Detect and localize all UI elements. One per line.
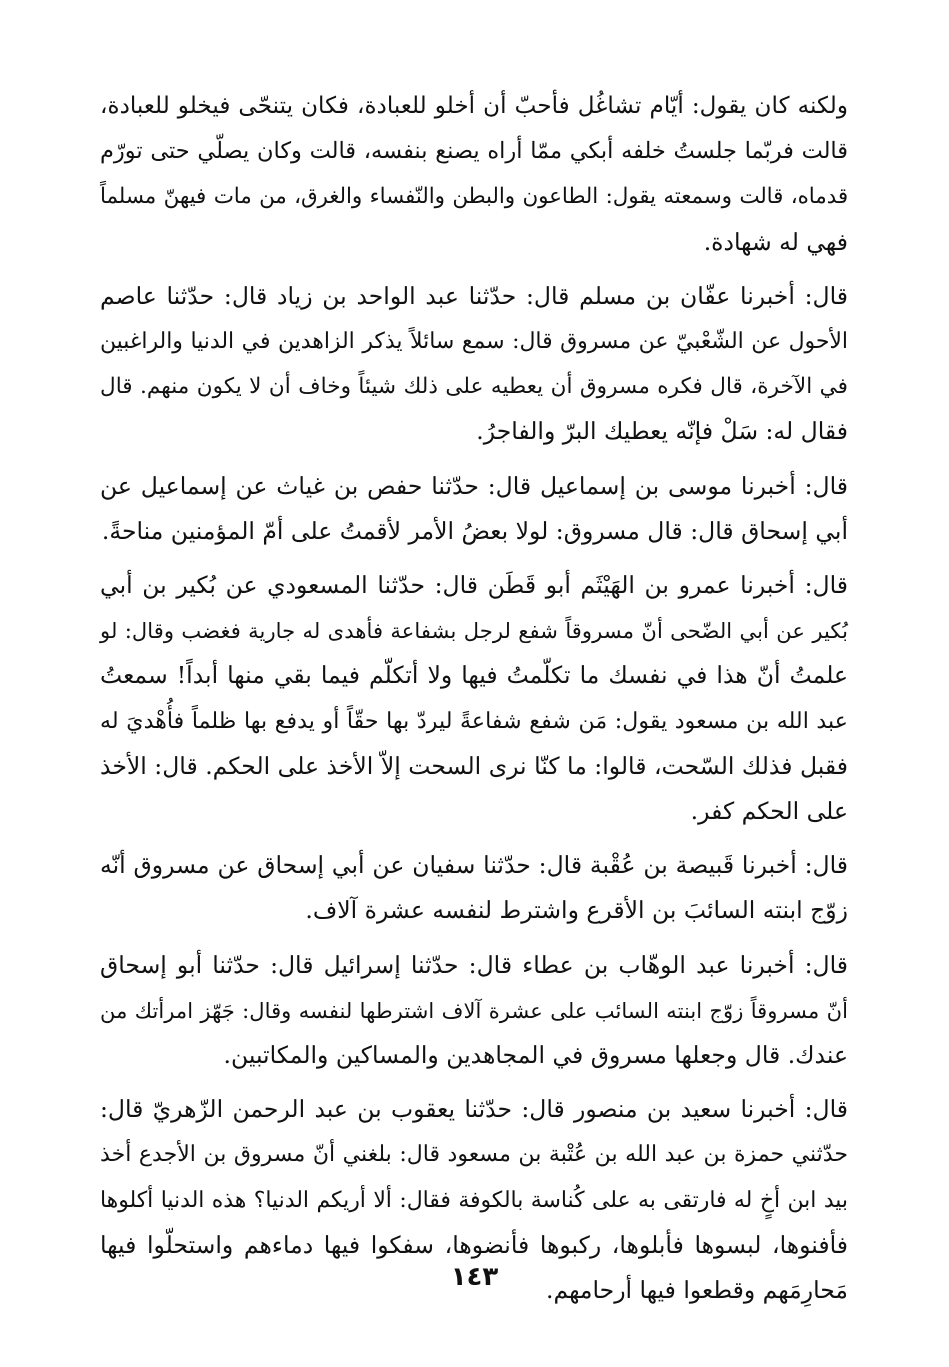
text-line: قال: أخبرنا عبد الوهّاب بن عطاء قال: حدّثنا إسرائيل قال: حدّثنا أبو إسحاق <box>100 950 848 979</box>
text-line: ولكنه كان يقول: أيّام تشاغُل فأحبّ أن أخلو للعبادة، فكان يتنحّى فيخلو للعبادة، <box>100 93 848 119</box>
text-line: قال: أخبرنا عفّان بن مسلم قال: حدّثنا عبد الواحد بن زياد قال: حدّثنا عاصم <box>100 281 848 310</box>
paragraph <box>100 274 848 455</box>
text-line: أبي إسحاق قال: قال مسروق: لولا بعضُ الأمر لأقمتُ على أمّ المؤمنين مناحةً. <box>101 516 848 545</box>
text-line: فهي له شهادة. <box>703 227 848 256</box>
text-line: بيد ابن أخٍ له فارتقى به على كُناسة بالكوفة فقال: ألا أريكم الدنيا؟ هذه الدنيا أكلوها <box>100 1187 848 1213</box>
text-line: قال: أخبرنا سعيد بن منصور قال: حدّثنا يعقوب بن عبد الرحمن الزّهريّ قال: <box>100 1095 848 1124</box>
paragraph <box>100 843 848 933</box>
text-line: أنّ مسروقاً زوّج ابنته السائب على عشرة آلاف اشترطها لنفسه وقال: جَهّز امرأتك من <box>100 997 848 1023</box>
text-line: قال: أخبرنا قَبيصة بن عُقْبة قال: حدّثنا سفيان عن أبي إسحاق عن مسروق أنّه <box>100 851 848 880</box>
text-line: فقبل فذلك السّحت، قالوا: ما كنّا نرى السحت إلاّ الأخذ على الحكم. قال: الأخذ <box>100 751 848 780</box>
text-line: قال: أخبرنا موسى بن إسماعيل قال: حدّثنا حفص بن غياث عن إسماعيل عن <box>100 471 848 500</box>
paragraph <box>100 464 848 554</box>
page-body-text <box>100 84 848 1322</box>
text-line: قالت فربّما جلستُ خلفه أبكي ممّا أراه يصنع بنفسه، قالت وكان يصلّي حتى تورّم <box>100 138 848 165</box>
text-line: علمتُ أنّ هذا في نفسك ما تكلّمتُ فيها ولا أتكلّم فيما بقي منها أبداً! سمعتُ <box>100 661 848 690</box>
paragraph <box>100 943 848 1079</box>
text-line: مَحارِمَهم وقطعوا فيها أرحامهم. <box>545 1276 848 1305</box>
text-line: فقال له: سَلْ فإنّه يعطيك البرّ والفاجرُ. <box>476 417 848 446</box>
text-line: قال: أخبرنا عمرو بن الهَيْثَم أبو قَطَن قال: حدّثنا المسعودي عن بُكير بن أبي <box>100 571 848 600</box>
paragraph <box>100 563 848 834</box>
text-line: على الحكم كفر. <box>690 797 848 826</box>
text-line: فأفنوها، لبسوها فأبلوها، ركبوها فأنضوها، سفكوا فيها دماءهم واستحلّوا فيها <box>100 1230 848 1259</box>
text-line: عبد الله بن مسعود يقول: مَن شفع شفاعةً ليردّ بها حقّاً أو يدفع بها ظلماً فأُهْديَ له <box>100 707 848 734</box>
text-line: حدّثني حمزة بن عبد الله بن عُتْبة بن مسعود قال: بلغني أنّ مسروق بن الأجدع أخذ <box>100 1142 848 1168</box>
page-number: ١٤٣ <box>450 1262 499 1292</box>
text-line: زوّج ابنته السائبَ بن الأقرع واشترط لنفسه عشرة آلاف. <box>305 896 848 925</box>
paragraph <box>100 84 848 265</box>
text-line: قدماه، قالت وسمعته يقول: الطاعون والبطن والنّفساء والغرق، من مات فيهنّ مسلماً <box>100 184 848 210</box>
text-line: بُكير عن أبي الضّحى أنّ مسروقاً شفع لرجل بشفاعة فأهدى له جارية فغضب وقال: لو <box>100 618 848 644</box>
text-line: الأحول عن الشّعْبيّ عن مسروق قال: سمع سائلاً يذكر الزاهدين في الدنيا والراغبين <box>100 329 848 355</box>
text-line: في الآخرة، قال فكره مسروق أن يعطيه على ذلك شيئاً وخاف أن لا يكون منهم. قال <box>100 374 848 400</box>
text-line: عندك. قال وجعلها مسروق في المجاهدين والمساكين والمكاتبين. <box>223 1041 848 1070</box>
